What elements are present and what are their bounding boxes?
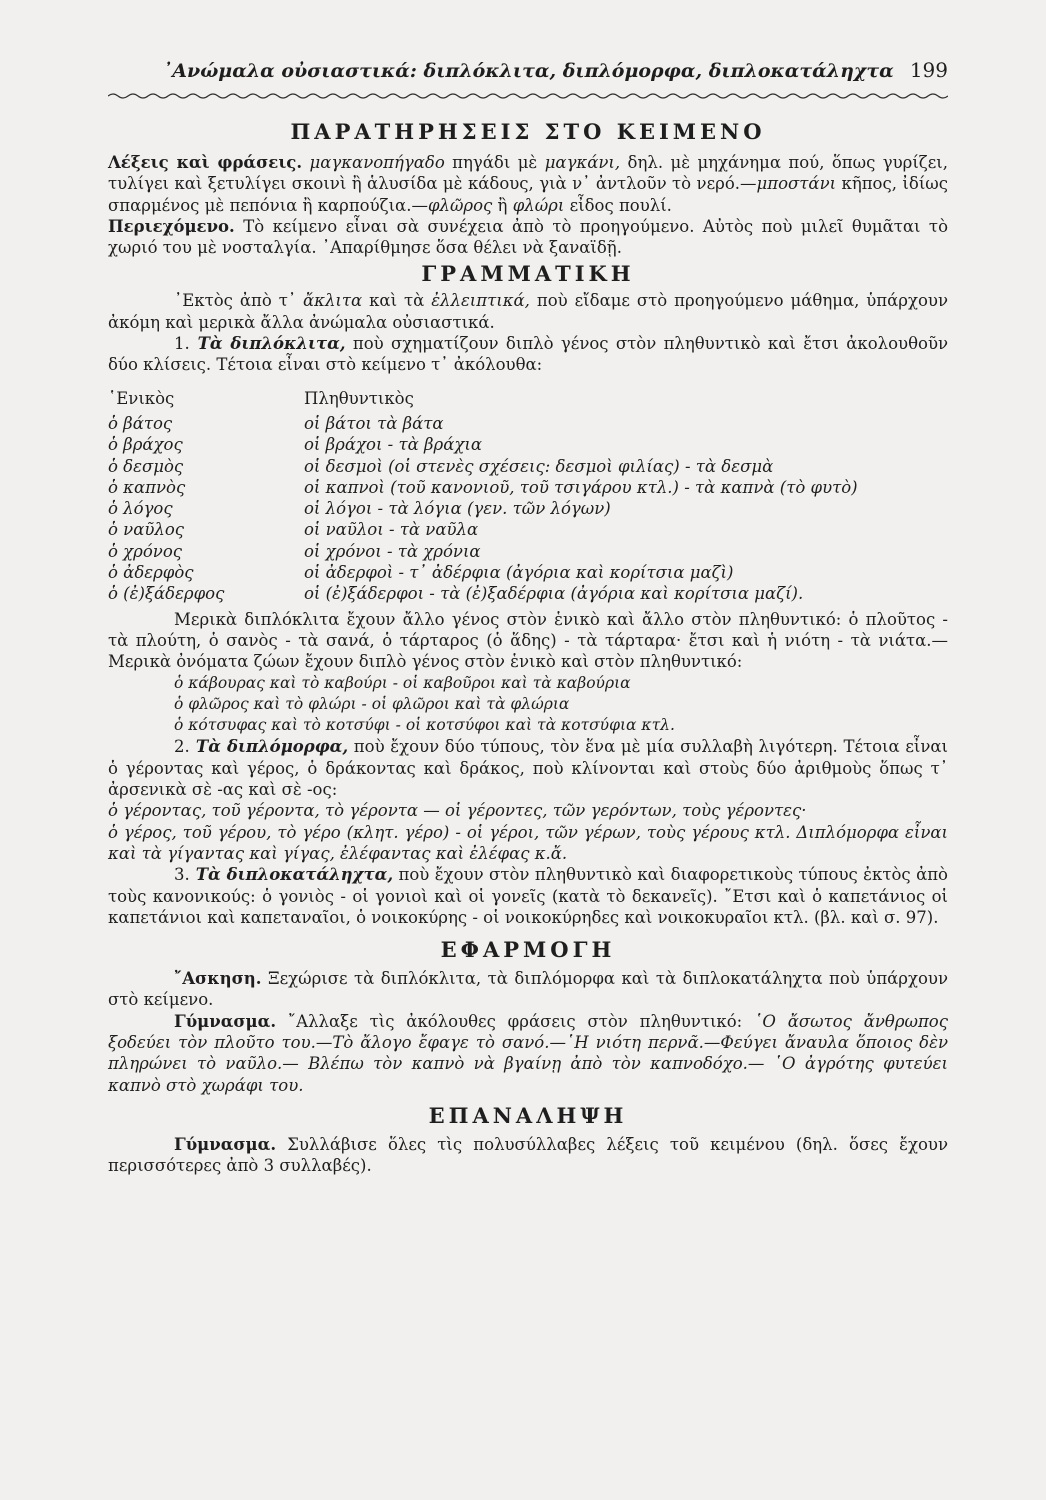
- application-heading: ΕΦΑΡΜΟΓΗ: [440, 937, 616, 963]
- review-gymnasma-paragraph: Γύμνασμα. Συλλάβισε ὅλες τὶς πολυσύλλαβες λέξεις τοῦ κειμένου (δηλ. ὅσες ἔχουν περισσότερες ἀπὸ 3 συλλαβές).: [108, 1134, 948, 1176]
- table-header-row: [108, 388, 948, 409]
- running-header: [108, 58, 948, 88]
- plural-header: Πληθυντικὸς: [304, 388, 414, 408]
- observations-heading: ΠΑΡΑΤΗΡΗΣΕΙΣ ΣΤΟ ΚΕΙΜΕΝΟ: [290, 119, 766, 144]
- words-phrases-paragraph: Λέξεις καὶ φράσεις. μαγκανοπήγαδο πηγάδι μὲ μαγκάνι, δηλ. μὲ μηχάνημα πού, ὅπως γυρίζει, τυλίγει καὶ ξετυλίγει σκοινὶ ἢ ἁλυσίδα μὲ κάδους, γιὰ ν᾿ ἀντλοῦν τὸ νερό.—μποστάνι κῆπος, ἰδίως σπαρμένος μὲ πεπόνια ἢ καρπούζια.—φλῶρος ἢ φλώρι εἶδος πουλί.: [108, 153, 948, 215]
- table-row: ὁ βάτος οἱ βάτοι τὰ βάτα: [108, 413, 444, 433]
- grammar-intro: ᾿Εκτὸς ἀπὸ τ᾿ ἄκλιτα καὶ τὰ ἐλλειπτικά, ποὺ εἴδαμε στὸ προηγούμενο μάθημα, ὑπάρχουν ἀκόμη καὶ μερικὰ ἄλλα ἀνώμαλα οὐσιαστικά.: [108, 291, 948, 332]
- table-row: ὁ δεσμὸς οἱ δεσμοὶ (οἱ στενὲς σχέσεις: δεσμοὶ φιλίας) - τὰ δεσμὰ: [108, 456, 774, 476]
- content-paragraph: Περιεχόμενο. Τὸ κείμενο εἶναι σὰ συνέχεια ἀπὸ τὸ προηγούμενο. Αὐτὸς ποὺ μιλεῖ θυμᾶται τὸ χωριό του μὲ νοσταλγία. ᾿Απαρίθμησε ὅσα θέλει νὰ ξαναϊδῇ.: [108, 216, 948, 258]
- exercise-paragraph: ῎Ασκηση. Ξεχώρισε τὰ διπλόκλιτα, τὰ διπλόμορφα καὶ τὰ διπλοκατάληχτα ποὺ ὑπάρχουν στὸ κείμενο.: [108, 969, 948, 1010]
- header-title: ᾿Ανώμαλα οὐσιαστικά: διπλόκλιτα, διπλόμορφα, διπλοκατάληχτα: [162, 60, 894, 82]
- grammar-heading: ΓΡΑΜΜΑΤΙΚΗ: [421, 261, 635, 287]
- animal-example: ὁ φλῶρος καὶ τὸ φλώρι - οἱ φλῶροι καὶ τὰ φλώρια: [174, 694, 570, 713]
- diplomorfa-example: ὁ γέροντας, τοῦ γέροντα, τὸ γέροντα — οἱ γέροντες, τῶν γερόντων, τοὺς γέροντες·: [108, 801, 807, 821]
- wavy-rule: [108, 92, 948, 100]
- table-row: ὁ ἀδερφὸς οἱ ἀδερφοὶ - τ᾿ ἀδέρφια (ἀγόρια καὶ κορίτσια μαζὶ): [108, 563, 734, 583]
- diploklita-paragraph: 1. Τὰ διπλόκλιτα, ποὺ σχηματίζουν διπλὸ γένος στὸν πληθυντικὸ καὶ ἔτσι ἀκολουθοῦν δύο κλίσεις. Τέτοια εἶναι στὸ κείμενο τ᾿ ἀκόλουθα:: [108, 334, 949, 375]
- singular-header: ῾Ενικὸς: [108, 388, 175, 408]
- table-row: ὁ (ἐ)ξάδερφος οἱ (ἐ)ξάδερφοι - τὰ (ἐ)ξαδέρφια (ἀγόρια καὶ κορίτσια μαζί).: [108, 584, 804, 604]
- diplomorfa-example: ὁ γέρος, τοῦ γέρου, τὸ γέρο (κλητ. γέρο) - οἱ γέροι, τῶν γέρων, τοὺς γέρους κτλ. Διπλόμορφα εἶναι καὶ τὰ γίγαντας καὶ γίγας, ἐλέφαντας καὶ ἐλέφας κ.ἄ.: [108, 822, 948, 863]
- table-row: ὁ λόγος οἱ λόγοι - τὰ λόγια (γεν. τῶν λόγων): [108, 499, 611, 519]
- page-content: [108, 118, 948, 1176]
- gymnasma-paragraph: Γύμνασμα. ῎Αλλαξε τὶς ἀκόλουθες φράσεις στὸν πληθυντικό: ῾Ο ἄσωτος ἄνθρωπος ξοδεύει τὸν πλοῦτο του.—Τὸ ἄλογο ἔφαγε τὸ σανό.—῾Η νιότη περνᾶ.—Φεύγει ἄναυλα ὅποιος δὲν πληρώνει τὸ ναῦλο.— Βλέπω τὸν καπνὸ νὰ βγαίνῃ ἀπὸ τὸν καπνοδόχο.— ῾Ο ἀγρότης φυτεύει καπνὸ στὸ χωράφι του.: [108, 1011, 948, 1095]
- table-row: ὁ χρόνος οἱ χρόνοι - τὰ χρόνια: [108, 541, 481, 561]
- after-table-paragraph: Μερικὰ διπλόκλιτα ἔχουν ἄλλο γένος στὸν ἑνικὸ καὶ ἄλλο στὸν πληθυντικό: ὁ πλοῦτος - τὰ πλούτη, ὁ σανὸς - τὰ σανά, ὁ τάρταρος (ὁ ἅδης) - τὰ τάρταρα· ἔτσι καὶ ἡ νιότη - τὰ νιάτα.—Μερικὰ ὀνόματα ζώων ἔχουν διπλὸ γένος στὸν ἑνικὸ καὶ στὸν πληθυντικό:: [108, 609, 948, 672]
- diplokatalixta-paragraph: 3. Τὰ διπλοκατάληχτα, ποὺ ἔχουν στὸν πληθυντικὸ καὶ διαφορετικοὺς τύπους ἐκτὸς ἀπὸ τοὺς κανονικούς: ὁ γονιὸς - οἱ γονιοὶ καὶ οἱ γονεῖς (κατὰ τὸ δεκανεῖς). ῎Ετσι καὶ ὁ καπετάνιος οἱ καπετάνιοι καὶ καπεταναῖοι, ὁ νοικοκύρης - οἱ νοικοκύρηδες καὶ νοικοκυραῖοι κτλ. (βλ. καὶ σ. 97).: [108, 865, 948, 927]
- table-row: ὁ ναῦλος οἱ ναῦλοι - τὰ ναῦλα: [108, 520, 479, 540]
- page-number: 199: [909, 58, 948, 82]
- declension-table: [108, 388, 948, 605]
- animal-example: ὁ κότσυφας καὶ τὸ κοτσύφι - οἱ κοτσύφοι καὶ τὰ κοτσύφια κτλ.: [174, 716, 675, 735]
- review-heading: ΕΠΑΝΑΛΗΨΗ: [428, 1102, 628, 1128]
- animal-example: ὁ κάβουρας καὶ τὸ καβούρι - οἱ καβοῦροι καὶ τὰ καβούρια: [174, 673, 631, 692]
- table-row: ὁ καπνὸς οἱ καπνοὶ (τοῦ κανονιοῦ, τοῦ τσιγάρου κτλ.) - τὰ καπνὰ (τὸ φυτὸ): [108, 477, 858, 497]
- diplomorfa-paragraph: 2. Τὰ διπλόμορφα, ποὺ ἔχουν δύο τύπους, τὸν ἕνα μὲ μία συλλαβὴ λιγότερη. Τέτοια εἶναι ὁ γέροντας καὶ γέρος, ὁ δράκοντας καὶ δράκος, ποὺ κλίνονται καὶ στοὺς δύο ἀριθμοὺς ὅπως τ᾿ ἀρσενικὰ σὲ -ας καὶ σὲ -ος:: [108, 737, 948, 800]
- table-row: ὁ βράχος οἱ βράχοι - τὰ βράχια: [108, 435, 483, 455]
